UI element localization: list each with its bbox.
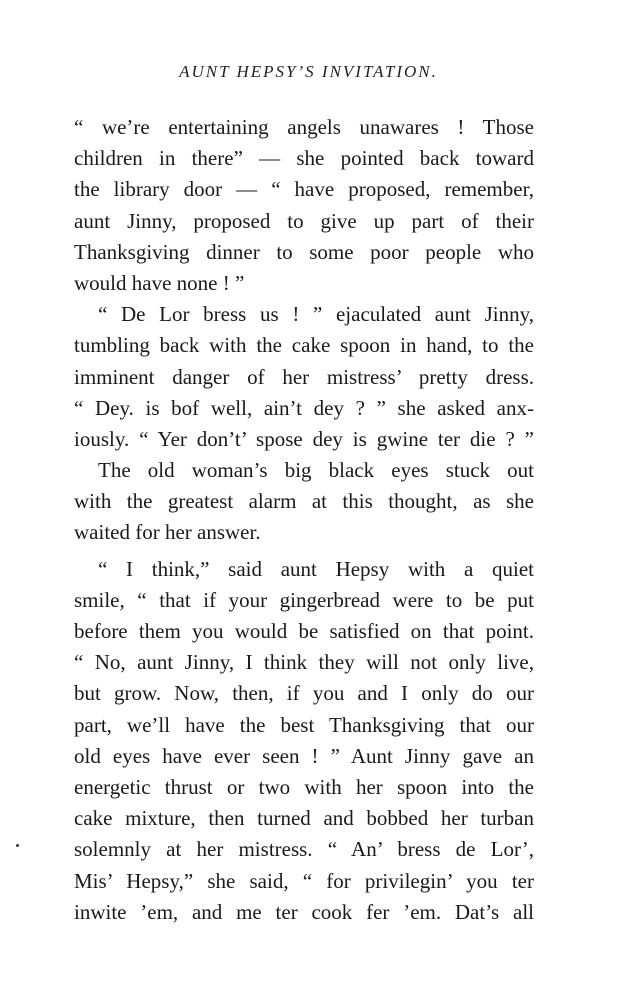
text-line: The old woman’s big black eyes stuck out	[98, 458, 534, 483]
text-line: “ I think,” said aunt Hepsy with a quiet	[98, 556, 534, 581]
text-line: cake mixture, then turned and bobbed her turban	[74, 806, 534, 831]
text-line: inwite ’em, and me ter cook fer ’em. Dat’s all	[74, 899, 534, 924]
text-line: the library door — “ have proposed, remember,	[74, 177, 534, 202]
text-line: iously. “ Yer don’t’ spose dey is gwine ter die ? ”	[74, 426, 534, 451]
text-line: old eyes have ever seen ! ” Aunt Jinny gave an	[74, 743, 534, 768]
text-line: “ Dey. is bof well, ain’t dey ? ” she asked anx-	[74, 395, 534, 420]
text-line: smile, “ that if your gingerbread were to be put	[74, 587, 534, 612]
text-line: energetic thrust or two with her spoon into the	[74, 774, 534, 799]
text-line: imminent danger of her mistress’ pretty dress.	[74, 364, 534, 389]
text-line: Thanksgiving dinner to some poor people who	[74, 239, 534, 264]
text-line: children in there” — she pointed back toward	[74, 146, 534, 171]
running-head: AUNT HEPSY’S INVITATION.	[179, 62, 438, 81]
text-line: “ we’re entertaining angels unawares ! Those	[74, 115, 534, 139]
text-line: “ No, aunt Jinny, I think they will not only live,	[74, 650, 534, 675]
text-line: waited for her answer.	[74, 520, 261, 545]
margin-speck	[16, 844, 19, 847]
text-line: tumbling back with the cake spoon in hand, to the	[74, 333, 534, 358]
body-text	[74, 112, 534, 928]
text-line: solemnly at her mistress. “ An’ bress de Lor’,	[74, 837, 534, 862]
text-line: would have none ! ”	[74, 270, 245, 295]
text-line: part, we’ll have the best Thanksgiving that our	[74, 712, 534, 737]
text-line: “ De Lor bress us ! ” ejaculated aunt Jinny,	[98, 302, 534, 327]
text-line: with the greatest alarm at this thought, as she	[74, 489, 534, 514]
text-line: before them you would be satisfied on that point.	[74, 619, 534, 643]
text-line: Mis’ Hepsy,” she said, “ for privilegin’ you ter	[74, 868, 534, 893]
text-line: but grow. Now, then, if you and I only do our	[74, 681, 534, 706]
text-line: aunt Jinny, proposed to give up part of their	[74, 208, 534, 233]
